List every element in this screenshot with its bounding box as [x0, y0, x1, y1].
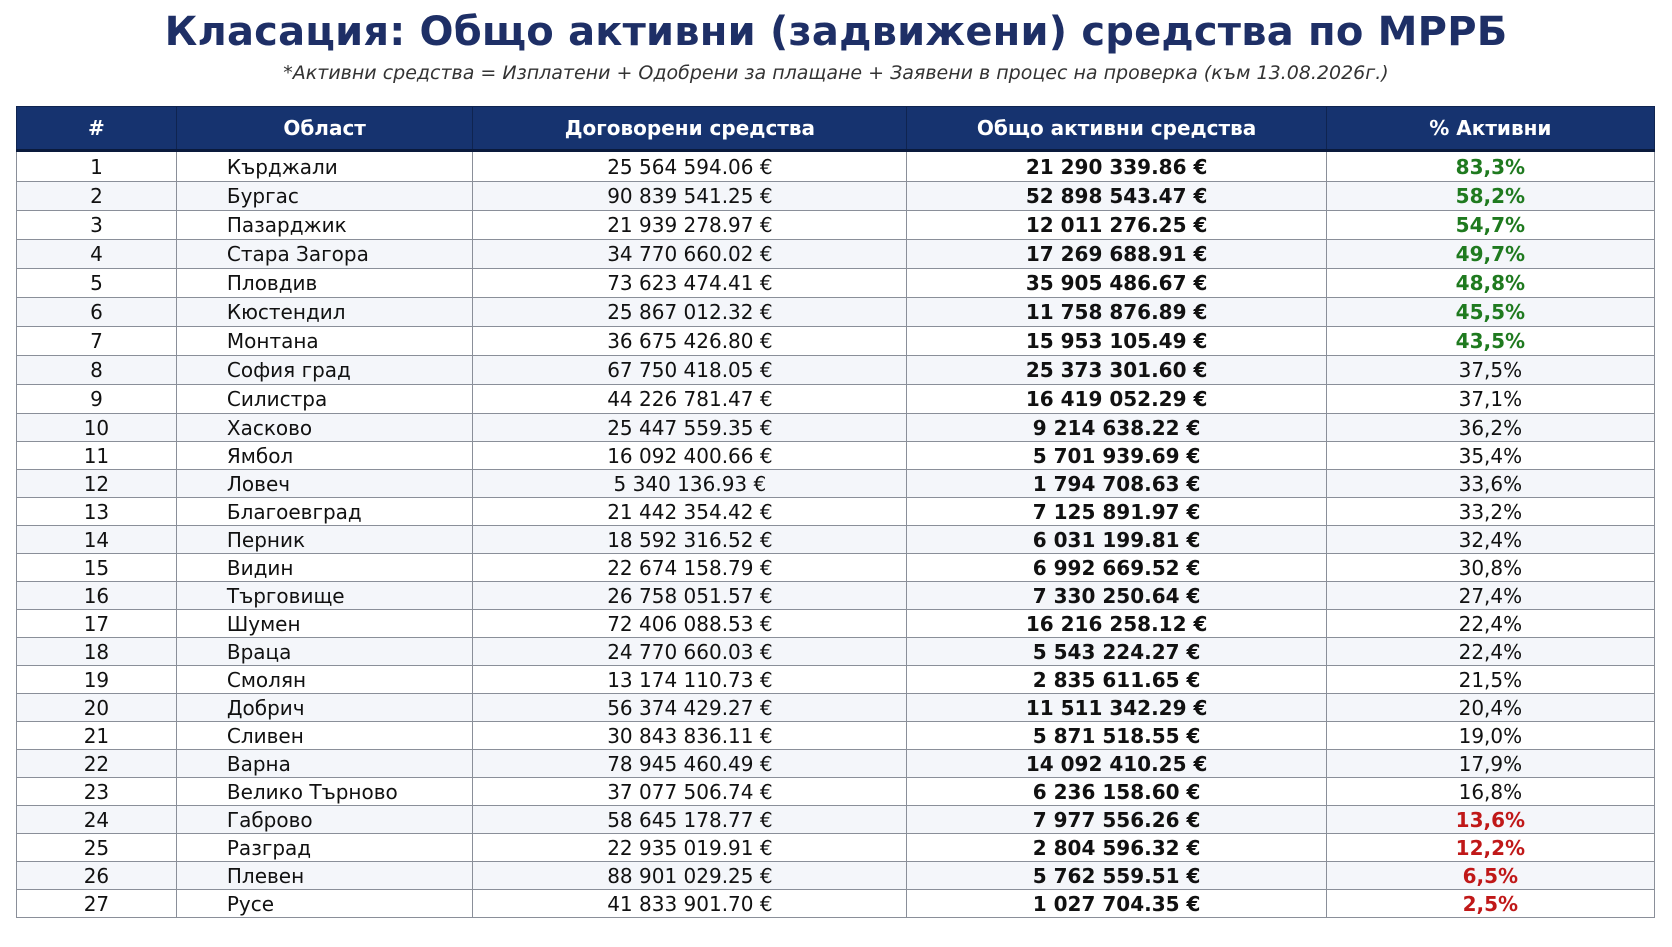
active-cell: 5 701 939.69 € — [907, 442, 1326, 470]
contracted-cell: 37 077 506.74 € — [473, 778, 907, 806]
contracted-cell: 26 758 051.57 € — [473, 582, 907, 610]
active-cell: 16 419 052.29 € — [907, 385, 1326, 414]
percent-value: 2,5% — [1462, 891, 1519, 916]
page-subtitle: *Активни средства = Изплатени + Одобрени за плащане + Заявени в процес на проверка (към 13.08.2026г.) — [283, 62, 1389, 84]
table-row — [17, 638, 1655, 666]
percent-cell — [1326, 778, 1654, 806]
percent-cell — [1326, 638, 1654, 666]
region-cell: Шумен — [176, 610, 472, 638]
percent-cell — [1326, 554, 1654, 582]
percent-value: 19,0% — [1458, 723, 1523, 748]
active-cell: 6 992 669.52 € — [907, 554, 1326, 582]
contracted-cell: 41 833 901.70 € — [473, 890, 907, 918]
percent-value: 12,2% — [1455, 835, 1526, 860]
percent-cell — [1326, 526, 1654, 554]
rank-cell: 8 — [17, 356, 177, 385]
active-cell: 9 214 638.22 € — [907, 414, 1326, 442]
active-cell: 6 236 158.60 € — [907, 778, 1326, 806]
region-cell: Кърджали — [176, 151, 472, 182]
percent-value: 45,5% — [1455, 300, 1526, 324]
active-cell: 12 011 276.25 € — [907, 211, 1326, 240]
table-body — [17, 151, 1655, 918]
active-cell: 35 905 486.67 € — [907, 269, 1326, 298]
table-row — [17, 414, 1655, 442]
rank-cell: 11 — [17, 442, 177, 470]
percent-cell — [1326, 385, 1654, 414]
rank-cell: 12 — [17, 470, 177, 498]
region-cell: Смолян — [176, 666, 472, 694]
contracted-cell: 24 770 660.03 € — [473, 638, 907, 666]
contracted-cell: 16 092 400.66 € — [473, 442, 907, 470]
table-row — [17, 722, 1655, 750]
region-cell: Видин — [176, 554, 472, 582]
active-cell: 7 125 891.97 € — [907, 498, 1326, 526]
active-cell: 21 290 339.86 € — [907, 151, 1326, 182]
rank-cell: 21 — [17, 722, 177, 750]
rank-cell: 20 — [17, 694, 177, 722]
rank-cell: 1 — [17, 151, 177, 182]
percent-value: 83,3% — [1455, 154, 1526, 179]
table-row — [17, 834, 1655, 862]
contracted-cell: 73 623 474.41 € — [473, 269, 907, 298]
contracted-cell: 56 374 429.27 € — [473, 694, 907, 722]
table-row — [17, 582, 1655, 610]
percent-value: 48,8% — [1455, 271, 1526, 295]
rank-cell: 19 — [17, 666, 177, 694]
rank-cell: 23 — [17, 778, 177, 806]
table-row — [17, 890, 1655, 918]
region-cell: Велико Търново — [176, 778, 472, 806]
contracted-cell: 25 867 012.32 € — [473, 298, 907, 327]
percent-value: 22,4% — [1458, 611, 1523, 636]
region-cell: Разград — [176, 834, 472, 862]
percent-value: 43,5% — [1455, 329, 1526, 353]
percent-cell — [1326, 610, 1654, 638]
active-cell: 11 511 342.29 € — [907, 694, 1326, 722]
region-cell: Стара Загора — [176, 240, 472, 269]
percent-value: 16,8% — [1458, 779, 1523, 804]
table-row — [17, 240, 1655, 269]
table-row — [17, 385, 1655, 414]
table-row — [17, 806, 1655, 834]
region-cell: Ловеч — [176, 470, 472, 498]
percent-cell — [1326, 414, 1654, 442]
region-cell: Силистра — [176, 385, 472, 414]
table-row — [17, 526, 1655, 554]
rank-cell: 27 — [17, 890, 177, 918]
percent-cell — [1326, 694, 1654, 722]
active-cell: 52 898 543.47 € — [907, 182, 1326, 211]
percent-cell — [1326, 582, 1654, 610]
rank-cell: 6 — [17, 298, 177, 327]
percent-cell — [1326, 750, 1654, 778]
table-row — [17, 211, 1655, 240]
percent-cell — [1326, 862, 1654, 890]
rank-cell: 26 — [17, 862, 177, 890]
column-header-region: Област — [176, 107, 472, 151]
table-row — [17, 269, 1655, 298]
rank-cell: 17 — [17, 610, 177, 638]
table-row — [17, 610, 1655, 638]
percent-cell — [1326, 834, 1654, 862]
region-cell: Плевен — [176, 862, 472, 890]
active-cell: 15 953 105.49 € — [907, 327, 1326, 356]
active-cell: 5 543 224.27 € — [907, 638, 1326, 666]
table-row — [17, 182, 1655, 211]
table-row — [17, 151, 1655, 182]
percent-value: 32,4% — [1458, 527, 1523, 552]
rank-cell: 2 — [17, 182, 177, 211]
rank-cell: 5 — [17, 269, 177, 298]
column-header-active: Общо активни средства — [907, 107, 1326, 151]
percent-cell — [1326, 269, 1654, 298]
contracted-cell: 72 406 088.53 € — [473, 610, 907, 638]
contracted-cell: 67 750 418.05 € — [473, 356, 907, 385]
rank-cell: 10 — [17, 414, 177, 442]
percent-cell — [1326, 722, 1654, 750]
region-cell: Пазарджик — [176, 211, 472, 240]
page-title: Класация: Общо активни (задвижени) средства по МРРБ — [164, 9, 1508, 55]
contracted-cell: 58 645 178.77 € — [473, 806, 907, 834]
rank-cell: 14 — [17, 526, 177, 554]
table-row — [17, 862, 1655, 890]
contracted-cell: 34 770 660.02 € — [473, 240, 907, 269]
percent-value: 33,2% — [1458, 499, 1523, 524]
percent-value: 13,6% — [1455, 807, 1526, 832]
percent-cell — [1326, 666, 1654, 694]
percent-value: 17,9% — [1458, 751, 1523, 776]
active-cell: 5 762 559.51 € — [907, 862, 1326, 890]
contracted-cell: 90 839 541.25 € — [473, 182, 907, 211]
region-cell: Благоевград — [176, 498, 472, 526]
contracted-cell: 5 340 136.93 € — [473, 470, 907, 498]
rank-cell: 7 — [17, 327, 177, 356]
column-header-contracted: Договорени средства — [473, 107, 907, 151]
percent-value: 35,4% — [1458, 443, 1523, 468]
ranking-table — [16, 106, 1655, 918]
percent-value: 6,5% — [1462, 863, 1519, 888]
rank-cell: 4 — [17, 240, 177, 269]
percent-cell — [1326, 806, 1654, 834]
rank-cell: 3 — [17, 211, 177, 240]
region-cell: София град — [176, 356, 472, 385]
contracted-cell: 21 939 278.97 € — [473, 211, 907, 240]
table-row — [17, 778, 1655, 806]
contracted-cell: 21 442 354.42 € — [473, 498, 907, 526]
percent-cell — [1326, 356, 1654, 385]
region-cell: Хасково — [176, 414, 472, 442]
active-cell: 1 027 704.35 € — [907, 890, 1326, 918]
contracted-cell: 25 447 559.35 € — [473, 414, 907, 442]
rank-cell: 15 — [17, 554, 177, 582]
percent-value: 37,5% — [1458, 358, 1523, 382]
percent-value: 21,5% — [1458, 667, 1523, 692]
active-cell: 17 269 688.91 € — [907, 240, 1326, 269]
column-header-rank: # — [17, 107, 177, 151]
column-header-percent: % Активни — [1326, 107, 1654, 151]
table-row — [17, 356, 1655, 385]
table-row — [17, 298, 1655, 327]
percent-value: 54,7% — [1455, 213, 1526, 237]
region-cell: Перник — [176, 526, 472, 554]
active-cell: 16 216 258.12 € — [907, 610, 1326, 638]
rank-cell: 9 — [17, 385, 177, 414]
percent-cell — [1326, 442, 1654, 470]
contracted-cell: 88 901 029.25 € — [473, 862, 907, 890]
percent-value: 49,7% — [1455, 242, 1526, 266]
contracted-cell: 78 945 460.49 € — [473, 750, 907, 778]
region-cell: Търговище — [176, 582, 472, 610]
rank-cell: 18 — [17, 638, 177, 666]
percent-cell — [1326, 240, 1654, 269]
percent-value: 27,4% — [1458, 583, 1523, 608]
region-cell: Габрово — [176, 806, 472, 834]
active-cell: 14 092 410.25 € — [907, 750, 1326, 778]
region-cell: Русе — [176, 890, 472, 918]
rank-cell: 25 — [17, 834, 177, 862]
percent-value: 22,4% — [1458, 639, 1523, 664]
contracted-cell: 30 843 836.11 € — [473, 722, 907, 750]
region-cell: Варна — [176, 750, 472, 778]
contracted-cell: 44 226 781.47 € — [473, 385, 907, 414]
rank-cell: 22 — [17, 750, 177, 778]
percent-cell — [1326, 470, 1654, 498]
table-row — [17, 750, 1655, 778]
rank-cell: 13 — [17, 498, 177, 526]
active-cell: 7 977 556.26 € — [907, 806, 1326, 834]
percent-value: 30,8% — [1458, 555, 1523, 580]
rank-cell: 24 — [17, 806, 177, 834]
percent-cell — [1326, 890, 1654, 918]
active-cell: 6 031 199.81 € — [907, 526, 1326, 554]
region-cell: Бургас — [176, 182, 472, 211]
table-row — [17, 554, 1655, 582]
active-cell: 25 373 301.60 € — [907, 356, 1326, 385]
percent-value: 33,6% — [1458, 471, 1523, 496]
percent-value: 37,1% — [1458, 387, 1523, 411]
table-row — [17, 470, 1655, 498]
contracted-cell: 22 674 158.79 € — [473, 554, 907, 582]
region-cell: Монтана — [176, 327, 472, 356]
percent-value: 20,4% — [1458, 695, 1523, 720]
contracted-cell: 25 564 594.06 € — [473, 151, 907, 182]
region-cell: Добрич — [176, 694, 472, 722]
percent-cell — [1326, 327, 1654, 356]
active-cell: 11 758 876.89 € — [907, 298, 1326, 327]
table-row — [17, 498, 1655, 526]
active-cell: 2 804 596.32 € — [907, 834, 1326, 862]
contracted-cell: 13 174 110.73 € — [473, 666, 907, 694]
table-row — [17, 442, 1655, 470]
region-cell: Пловдив — [176, 269, 472, 298]
region-cell: Кюстендил — [176, 298, 472, 327]
active-cell: 2 835 611.65 € — [907, 666, 1326, 694]
percent-cell — [1326, 211, 1654, 240]
percent-cell — [1326, 182, 1654, 211]
percent-value: 58,2% — [1455, 184, 1526, 208]
active-cell: 7 330 250.64 € — [907, 582, 1326, 610]
table-row — [17, 666, 1655, 694]
active-cell: 5 871 518.55 € — [907, 722, 1326, 750]
contracted-cell: 36 675 426.80 € — [473, 327, 907, 356]
rank-cell: 16 — [17, 582, 177, 610]
region-cell: Сливен — [176, 722, 472, 750]
percent-cell — [1326, 498, 1654, 526]
table-row — [17, 327, 1655, 356]
table-row — [17, 694, 1655, 722]
region-cell: Ямбол — [176, 442, 472, 470]
active-cell: 1 794 708.63 € — [907, 470, 1326, 498]
percent-cell — [1326, 151, 1654, 182]
percent-value: 36,2% — [1458, 415, 1523, 440]
table-header-row — [17, 107, 1655, 151]
contracted-cell: 22 935 019.91 € — [473, 834, 907, 862]
region-cell: Враца — [176, 638, 472, 666]
contracted-cell: 18 592 316.52 € — [473, 526, 907, 554]
percent-cell — [1326, 298, 1654, 327]
